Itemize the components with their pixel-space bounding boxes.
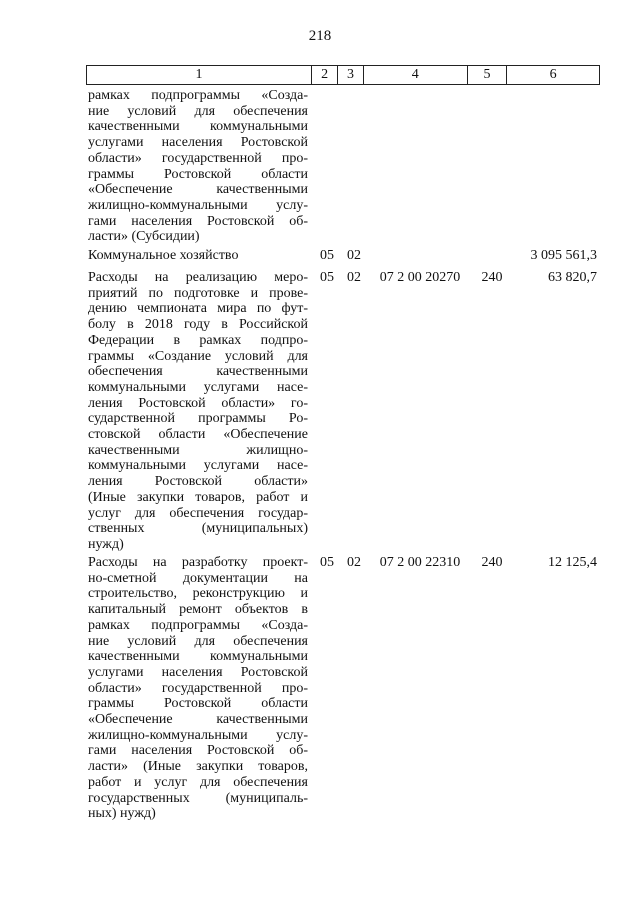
row-description: [88, 555, 308, 822]
description-line: Расходы на реализацию меро-: [88, 270, 308, 285]
header-col-6: 6: [549, 67, 557, 82]
amount-cell: 63 820,7: [548, 270, 597, 285]
description-line: Федерации в рамках подпро-: [88, 332, 308, 348]
description-line: капитальный ремонт объектов в: [88, 602, 308, 618]
podrazdel-cell: 02: [347, 248, 361, 263]
description-line: жилищно-коммунальными услу-: [88, 197, 308, 213]
header-col-3: 3: [338, 66, 364, 84]
description-line: болу в 2018 году в Российской: [88, 317, 308, 333]
page-number: 218: [308, 28, 332, 44]
description-line: граммы Ростовской области: [88, 696, 308, 712]
description-line: ления Ростовской области» го-: [88, 395, 308, 411]
razdel-cell: 05: [320, 270, 334, 285]
csr-cell: 07 2 00 20270: [379, 270, 461, 285]
description-line: качественными коммунальными: [88, 119, 308, 135]
description-line: «Обеспечение качественными: [88, 182, 308, 198]
description-line: работ и услуг для обеспечения: [88, 774, 308, 790]
row-description: [88, 88, 308, 245]
header-col-2: 2: [312, 66, 338, 84]
description-line: услуг для обеспечения государ-: [88, 505, 308, 521]
podrazdel-cell: 02: [347, 270, 361, 285]
header-col-5: 5: [468, 66, 508, 84]
description-line: сударственной программы Ро-: [88, 411, 308, 427]
description-line: нужд): [88, 536, 124, 552]
description-line: области» государственной про-: [88, 680, 308, 696]
description-line: (Иные закупки товаров, работ и: [88, 489, 308, 505]
description-line: гами населения Ростовской об-: [88, 743, 308, 759]
vr-cell: 240: [481, 270, 503, 285]
description-line: ние условий для обеспечения: [88, 633, 308, 649]
podrazdel-cell: 02: [347, 555, 361, 570]
description-line: но-сметной документации на: [88, 570, 308, 586]
description-line: «Обеспечение качественными: [88, 712, 308, 728]
description-line: коммунальными услугами насе-: [88, 458, 308, 474]
description-line: качественными жилищно-: [88, 442, 308, 458]
description-line: области» государственной про-: [88, 150, 308, 166]
description-line: ласти» (Субсидии): [88, 229, 200, 245]
vr-cell: 240: [481, 555, 503, 570]
csr-cell: 07 2 00 22310: [379, 555, 461, 570]
description-line: граммы Ростовской области: [88, 166, 308, 182]
amount-cell: 12 125,4: [548, 555, 597, 570]
description-line: дению чемпионата мира по фут-: [88, 301, 308, 317]
header-col-4: 4: [364, 66, 468, 84]
description-line: качественными коммунальными: [88, 649, 308, 665]
table-header: [86, 65, 600, 85]
description-line: услугами населения Ростовской: [88, 135, 308, 151]
description-line: гами населения Ростовской об-: [88, 213, 308, 229]
razdel-cell: 05: [320, 555, 334, 570]
description-line: строительство, реконструкцию и: [88, 586, 308, 602]
description-line: ственных (муниципальных): [88, 521, 308, 537]
description-line: ние условий для обеспечения: [88, 103, 308, 119]
description-line: приятий по подготовке и прове-: [88, 285, 308, 301]
description-line: граммы «Создание условий для: [88, 348, 308, 364]
razdel-cell: 05: [320, 248, 334, 263]
description-line: Расходы на разработку проект-: [88, 555, 308, 570]
description-line: ласти» (Иные закупки товаров,: [88, 759, 308, 775]
description-line: стовской области «Обеспечение: [88, 427, 308, 443]
row-description: [88, 270, 308, 553]
description-line: жилищно-коммунальными услу-: [88, 727, 308, 743]
description-line: рамках подпрограммы «Созда-: [88, 617, 308, 633]
description-line: Коммунальное хозяйство: [88, 248, 239, 263]
amount-cell: 3 095 561,3: [530, 248, 597, 263]
description-line: рамках подпрограммы «Созда-: [88, 88, 308, 103]
row-description: [88, 248, 308, 264]
header-col-1: 1: [87, 66, 312, 84]
description-line: государственных (муниципаль-: [88, 790, 308, 806]
description-line: обеспечения качественными: [88, 364, 308, 380]
description-line: ных) нужд): [88, 806, 156, 822]
description-line: услугами населения Ростовской: [88, 664, 308, 680]
description-line: коммунальными услугами насе-: [88, 379, 308, 395]
description-line: ления Ростовской области»: [88, 474, 308, 490]
